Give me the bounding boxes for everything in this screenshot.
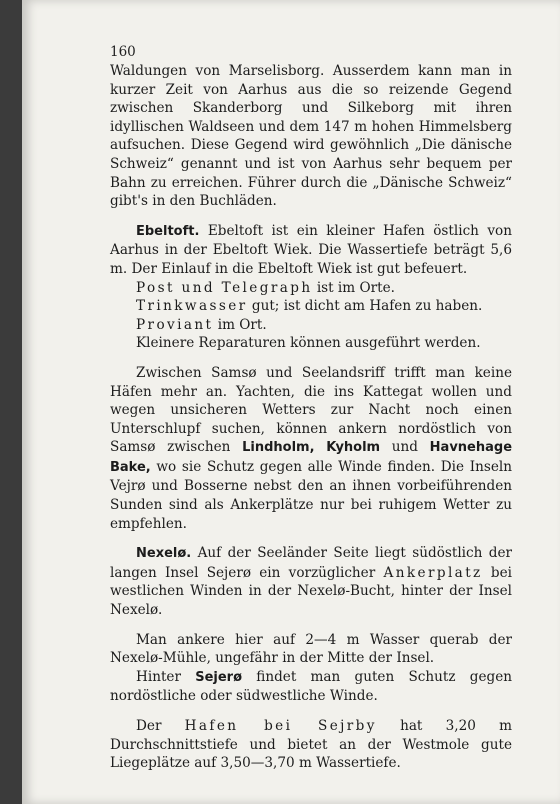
paragraph-sejero: Hinter Sejerø findet man guten Schutz gegen nordöstliche oder südwestliche Winde. [110, 668, 513, 705]
heading-ebeltoft: Ebeltoft. [136, 223, 200, 239]
paragraph-samso: Zwischen Samsø und Seelandsriff trifft man keine Häfen mehr an. Yachten, die ins Kattegat wollen und wegen unsicheren Wetters zur Nacht noch einen Unterschlupf suchen, können ankern nordöstlich von Samsø zwischen Lindholm, Kyholm und Havnehage Bake, wo sie Schutz gegen alle Winde finden. Die Inseln Vejrø und Bosserne nebst den an ihnen vorbeiführenden Sunden sind als Ankerplätze nur bei ruhigem Wetter zu empfehlen. [110, 364, 513, 532]
line-post: Post und Telegraph ist im Orte. [136, 279, 395, 296]
paragraph-nexelo: Nexelø. Auf der Seeländer Seite liegt südöstlich der langen Insel Sejerø ein vorzüglicher Ankerplatz bei westlichen Winden in der Nexelø-Bucht, hinter der Insel Nexelø. [110, 545, 512, 619]
line-proviant: Proviant im Ort. [136, 316, 267, 333]
page-number: 160 [110, 44, 136, 60]
paragraph-ebeltoft: Ebeltoft. Ebeltoft ist ein kleiner Hafen östlich von Aarhus in der Ebeltoft Wiek. Die Wassertiefe beträgt 5,6 m. Der Einlauf in die Ebeltoft Wiek ist gut befeuert. [110, 222, 513, 277]
paragraph-ankern: Man ankere hier auf 2—4 m Wasser querab der Nexelø-Mühle, ungefähr in der Mitte der Insel. [110, 631, 512, 667]
paragraph-intro: Waldungen von Marselisborg. Ausserdem kann man in kurzer Zeit von Aarhus aus die so reizende Gegend zwischen Skanderborg und Silkeborg mit ihren idyllischen Waldseen und dem 147 m hohen Himmelsberg aufsuchen. Diese Gegend wird gewöhnlich „Die dänische Schweiz“ genannt und ist von Aarhus sehr bequem per Bahn zu erreichen. Führer durch die „Dänische Schweiz“ gibt's in den Buchläden. [110, 63, 512, 210]
book-page [22, 0, 560, 804]
line-reparaturen: Kleinere Reparaturen können ausgeführt werden. [136, 335, 481, 352]
paragraph-sejrby: Der Hafen bei Sejrby hat 3,20 m Durchschnittstiefe und bietet an der Westmole gute Liegeplätze auf 3,50—3,70 m Wassertiefe. [110, 718, 512, 772]
line-trinkwasser: Trinkwasser gut; ist dicht am Hafen zu haben. [136, 298, 483, 315]
page-body [110, 62, 512, 773]
heading-nexelo: Nexelø. [136, 546, 192, 562]
